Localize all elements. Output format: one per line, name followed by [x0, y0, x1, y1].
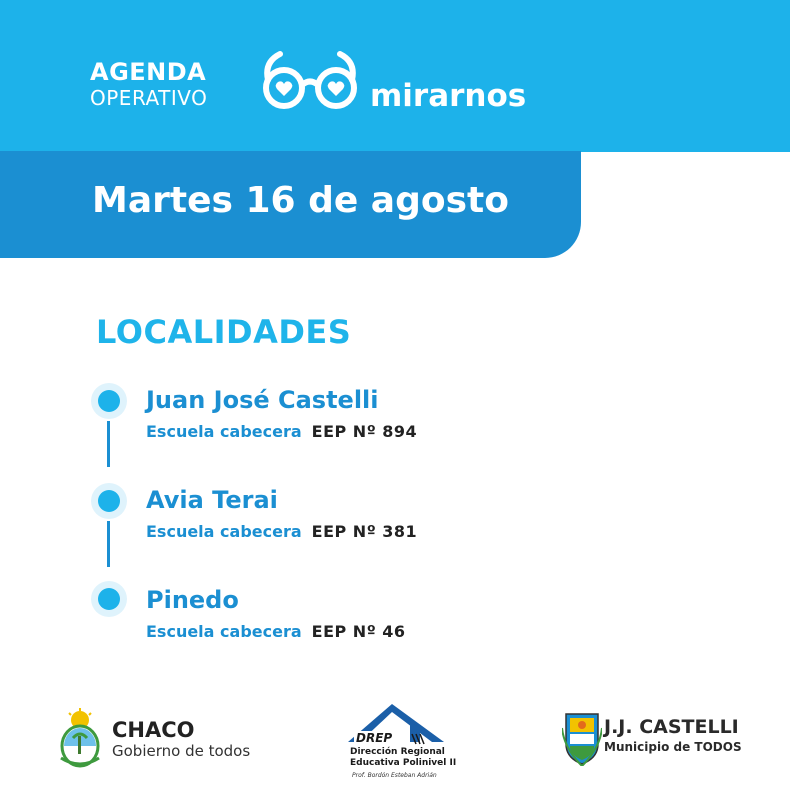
castelli-shield-icon: [562, 708, 602, 766]
school-number: EEP Nº 381: [311, 522, 418, 541]
glasses-hearts-icon: [260, 50, 360, 114]
school-label: Escuela cabecera: [146, 422, 302, 441]
drep-acronym: DREP: [356, 731, 393, 745]
agenda-title-line1: AGENDA: [90, 58, 207, 86]
chaco-name: CHACO: [112, 718, 195, 742]
agenda-title-line2: OPERATIVO: [90, 86, 208, 110]
locality-name: Avia Terai: [146, 486, 278, 514]
timeline-line: [107, 521, 110, 567]
date-heading: Martes 16 de agosto: [92, 180, 509, 221]
section-title: LOCALIDADES: [96, 313, 352, 351]
agenda-title: [90, 60, 207, 108]
locality-school: [146, 622, 406, 641]
drep-line3: Prof. Bordón Esteban Adrián: [352, 772, 437, 779]
school-label: Escuela cabecera: [146, 522, 302, 541]
timeline-dot: [91, 383, 127, 419]
locality-school: [146, 422, 417, 441]
school-number: EEP Nº 894: [311, 422, 418, 441]
drep-line1: Dirección Regional: [350, 747, 445, 757]
brand-name: mirarnos: [370, 78, 527, 114]
castelli-name: J.J. CASTELLI: [604, 716, 739, 738]
locality-name: Pinedo: [146, 586, 239, 614]
school-number: EEP Nº 46: [311, 622, 406, 641]
drep-logo: [340, 700, 457, 788]
timeline-dot: [91, 581, 127, 617]
chaco-coat-of-arms-icon: [55, 708, 105, 770]
castelli-subtitle: Municipio de TODOS: [604, 740, 742, 754]
locality-school: [146, 522, 417, 541]
school-label: Escuela cabecera: [146, 622, 302, 641]
timeline-dot: [91, 483, 127, 519]
timeline-line: [107, 421, 110, 467]
drep-line2: Educativa Polinivel II: [350, 758, 457, 768]
locality-name: Juan José Castelli: [146, 386, 379, 414]
chaco-subtitle: Gobierno de todos: [112, 742, 251, 760]
